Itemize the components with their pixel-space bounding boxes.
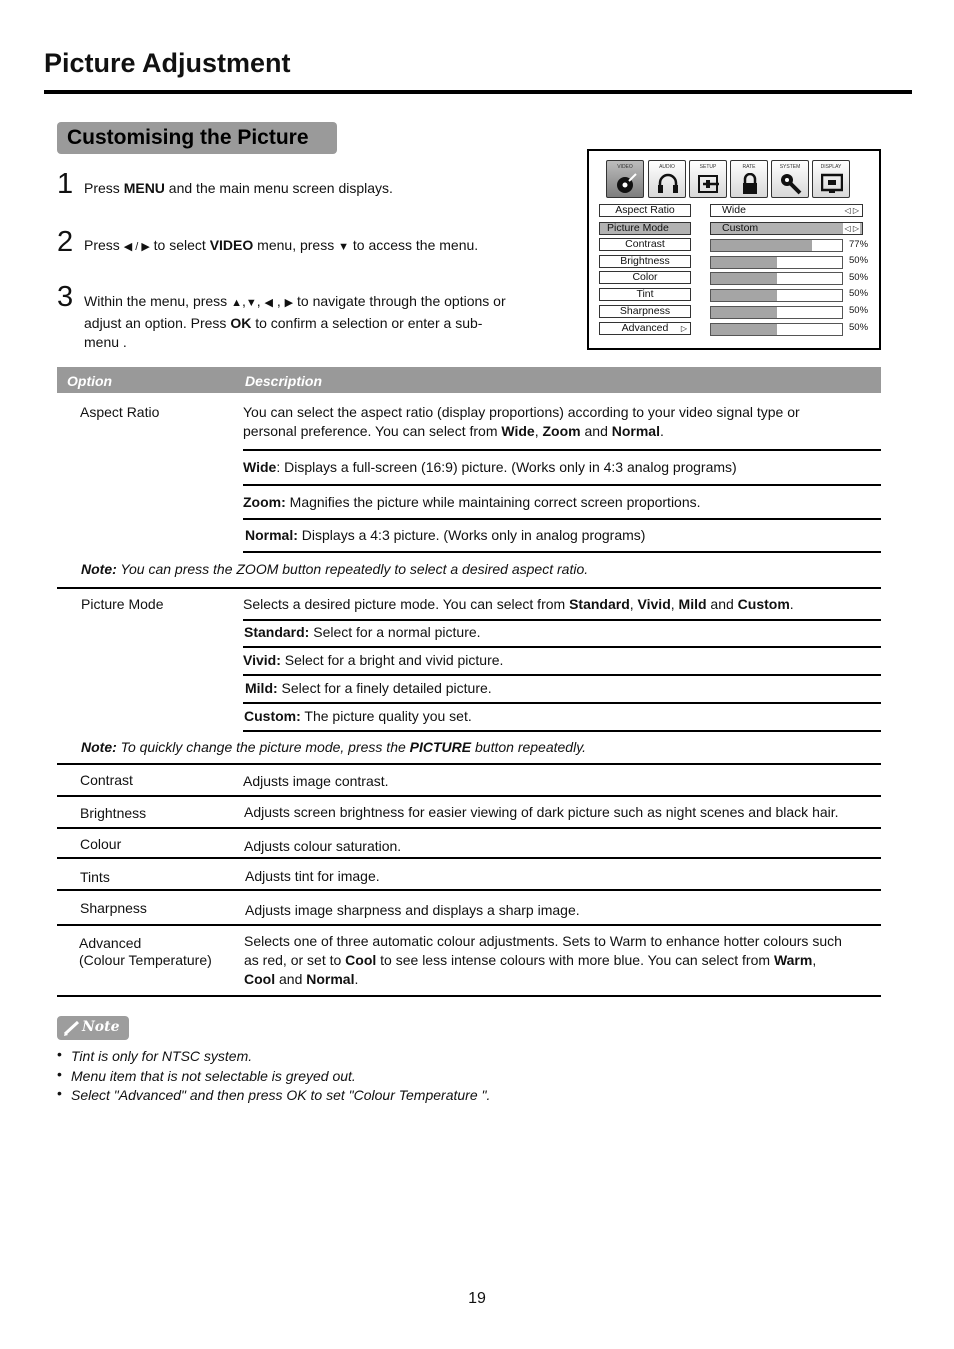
headphones-icon [657,173,679,195]
divider [243,646,881,648]
left-right-arrows-icon: ◁ ▷ [844,206,859,215]
step-3-text: Within the menu, press ▲,▼, ◀ , ▶ to navigate through the options or adjust an option. Press OK to confirm a selection or enter a sub-menu . [84,293,506,350]
option-picture-mode: Picture Mode [81,596,164,612]
note-item: Select "Advanced" and then press OK to set "Colour Temperature ". [71,1087,491,1103]
step-2-number: 2 [57,226,74,258]
divider [243,730,881,732]
header-description: Description [245,373,323,389]
note-badge: Note [57,1016,129,1040]
tv-menu-illustration [587,149,881,350]
desc-aspect-ratio: You can select the aspect ratio (display proportions) according to your video signal type or personal preference. You can select from Wide, Zoom and Normal. [243,404,800,439]
divider [243,674,881,676]
option-tints: Tints [80,869,110,885]
divider [57,795,881,797]
wrench-icon [780,173,802,195]
divider [57,827,881,829]
bullet-icon: • [57,1085,62,1101]
option-contrast: Contrast [80,772,133,788]
bullet-icon: • [57,1066,62,1082]
divider [243,518,881,520]
tv-bar-tint [710,289,843,302]
tv-row-contrast: Contrast [599,238,691,251]
tv-bar-sharpness [710,306,843,319]
display-icon [821,173,843,195]
desc-tints: Adjusts tint for image. [245,868,380,884]
desc-aspect-wide: Wide: Displays a full-screen (16:9) picture. (Works only in 4:3 analog programs) [243,459,737,475]
tv-pct-contrast: 77% [849,239,869,250]
tv-bar-brightness [710,256,843,269]
tv-row-aspect-ratio: Aspect Ratio [599,204,691,217]
desc-mode-mild: Mild: Select for a finely detailed picture. [245,680,492,696]
desc-picture-mode: Selects a desired picture mode. You can select from Standard, Vivid, Mild and Custom. [243,596,794,612]
title-rule [44,90,912,94]
tv-tab-setup: SETUP [689,160,727,198]
tv-bar-color [710,272,843,285]
tv-bar-advanced [710,323,843,336]
header-option: Option [67,373,113,389]
desc-sharpness: Adjusts image sharpness and displays a sharp image. [245,902,580,918]
desc-mode-standard: Standard: Select for a normal picture. [244,624,481,640]
option-advanced: Advanced [79,935,142,951]
desc-brightness: Adjusts screen brightness for easier viewing of dark picture such as night scenes and black hair. [244,804,839,820]
tv-tab-rate: RATE [730,160,768,198]
tv-row-brightness: Brightness [599,255,691,268]
tv-bar-contrast [710,239,843,252]
setup-icon [698,173,720,195]
tv-tab-video: VIDEO [606,160,644,198]
bullet-icon: • [57,1046,62,1062]
tv-pct-tint: 50% [849,288,869,299]
tv-row-tint: Tint [599,288,691,301]
desc-contrast: Adjusts image contrast. [243,773,389,789]
tv-tab-display: DISPLAY [812,160,850,198]
divider [57,857,881,859]
divider [57,924,881,926]
desc-colour: Adjusts colour saturation. [244,838,402,854]
desc-mode-custom: Custom: The picture quality you set. [244,708,472,724]
option-brightness: Brightness [80,805,147,821]
step-3-number: 3 [57,281,74,313]
tv-row-picture-mode: Picture Mode [599,222,691,235]
tv-row-advanced: Advanced ▷ [599,322,691,335]
table-header [57,367,881,393]
divider [243,619,881,621]
lock-icon [739,173,761,195]
divider [243,702,881,704]
note-item: Menu item that is not selectable is greyed out. [71,1068,356,1084]
pencil-icon [63,1020,81,1036]
note-aspect-ratio: Note: You can press the ZOOM button repeatedly to select a desired aspect ratio. [81,561,589,577]
divider [57,763,881,765]
step-2-text: Press ◀ / ▶ to select VIDEO menu, press ▼ to access the menu. [84,237,479,253]
tv-row-color: Color [599,271,691,284]
tv-pct-advanced: 50% [849,322,869,333]
step-1-number: 1 [57,168,74,200]
tv-value-picture-mode: Custom ◁ ▷ [710,222,863,235]
desc-advanced: Selects one of three automatic colour adjustments. Sets to Warm to enhance hotter colours such as red, or set to Cool to see less intense colours with more blue. You can select from Warm, Cool and Normal. [244,933,842,987]
tv-pct-color: 50% [849,272,869,283]
desc-aspect-normal: Normal: Displays a 4:3 picture. (Works only in analog programs) [245,527,646,543]
tv-row-sharpness: Sharpness [599,305,691,318]
option-aspect-ratio: Aspect Ratio [80,404,160,420]
tv-pct-brightness: 50% [849,255,869,266]
page-number: 19 [468,1290,486,1307]
option-colour: Colour [80,836,122,852]
divider [243,449,881,451]
tv-tab-system: SYSTEM [771,160,809,198]
desc-mode-vivid: Vivid: Select for a bright and vivid picture. [243,652,504,668]
desc-aspect-zoom: Zoom: Magnifies the picture while maintaining correct screen proportions. [243,494,701,510]
divider [57,995,881,997]
tv-value-aspect-ratio: Wide ◁ ▷ [710,204,863,217]
option-sharpness: Sharpness [80,900,147,916]
page-title: Picture Adjustment [44,48,291,78]
tv-pct-sharpness: 50% [849,305,869,316]
divider [57,889,881,891]
option-advanced-sub: (Colour Temperature) [79,952,212,968]
video-icon [615,173,637,195]
tv-tab-audio: AUDIO [648,160,686,198]
section-title: Customising the Picture [57,122,337,154]
note-item: Tint is only for NTSC system. [71,1048,253,1064]
note-picture-mode: Note: To quickly change the picture mode, press the PICTURE button repeatedly. [81,739,587,755]
divider [243,484,881,486]
divider [57,587,881,589]
step-1-text: Press MENU and the main menu screen displays. [84,180,393,196]
divider [243,551,881,553]
right-arrow-icon: ▷ [680,324,687,333]
left-right-arrows-icon: ◁ ▷ [844,224,859,233]
